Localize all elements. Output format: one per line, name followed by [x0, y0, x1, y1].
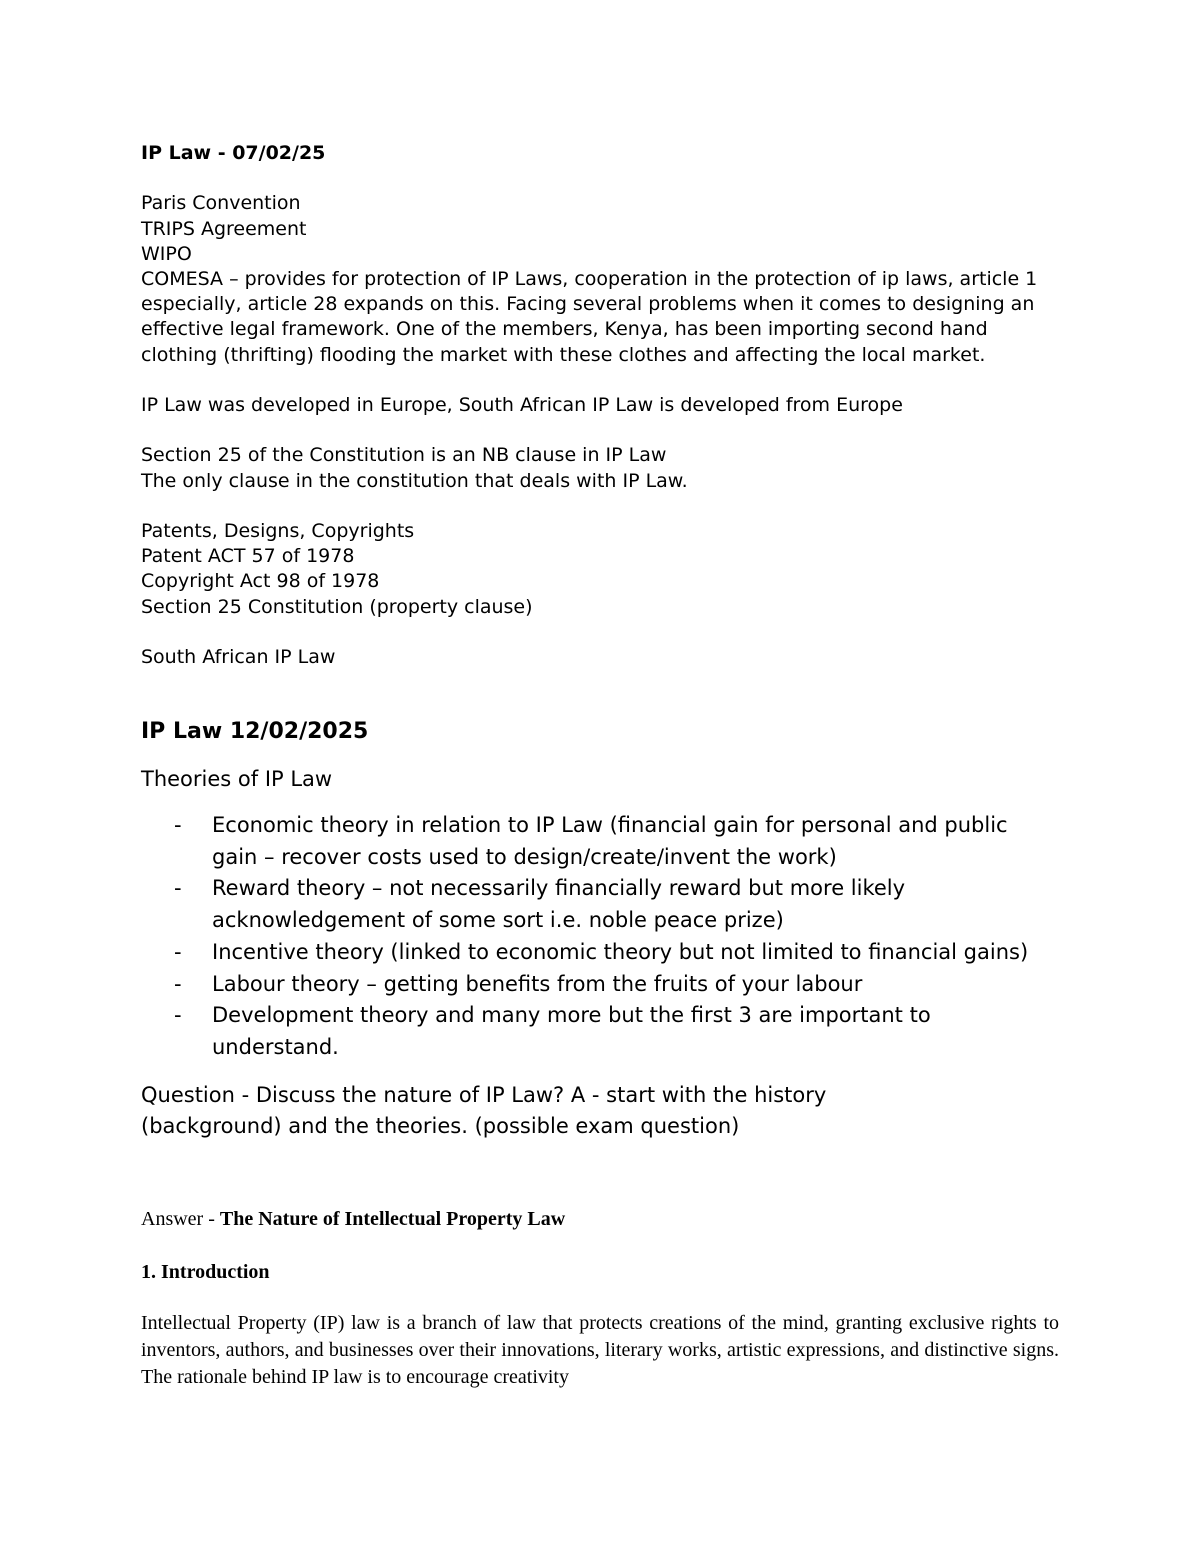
line-wipo: WIPO	[141, 242, 192, 265]
exam-question: Question - Discuss the nature of IP Law? A - start with the history (background) and the theories. (possible exam question)	[141, 1082, 827, 1139]
line-trips-agreement: TRIPS Agreement	[141, 217, 307, 240]
theories-list	[141, 810, 1061, 1064]
line-patents-designs: Patents, Designs, Copyrights	[141, 519, 415, 542]
bullet-dash: -	[174, 971, 182, 996]
theories-heading: Theories of IP Law	[141, 767, 333, 791]
section-12-02-2025	[141, 716, 1061, 1143]
bullet-dash: -	[174, 939, 182, 964]
answer-title: The Nature of Intellectual Property Law	[219, 1208, 566, 1230]
list-item	[141, 937, 1052, 969]
section-title-07-02-25: IP Law - 07/02/25	[141, 142, 326, 164]
line-copyright-act: Copyright Act 98 of 1978	[141, 570, 380, 593]
line-paris-convention: Paris Convention	[141, 192, 301, 215]
line-sa-ip-law: South African IP Law	[141, 645, 336, 668]
bullet-dash: -	[174, 876, 182, 901]
answer-heading	[141, 1203, 1061, 1235]
section-title-12-02-2025: IP Law 12/02/2025	[141, 719, 369, 744]
theory-economic: Economic theory in relation to IP Law (financial gain for personal and public gain – recover costs used to design/create/invent the work)	[212, 813, 1008, 869]
list-item	[141, 969, 1052, 1001]
section-07-02-25	[141, 141, 1061, 670]
answer-section	[141, 1203, 1061, 1391]
line-europe: IP Law was developed in Europe, South African IP Law is developed from Europe	[141, 394, 903, 416]
spacer	[141, 418, 1061, 443]
introduction-heading: 1. Introduction	[141, 1261, 270, 1283]
line-section25-nb: Section 25 of the Constitution is an NB clause in IP Law	[141, 444, 667, 467]
line-patent-act: Patent ACT 57 of 1978	[141, 545, 355, 568]
spacer	[141, 166, 1061, 191]
line-section25-only-clause: The only clause in the constitution that deals with IP Law.	[141, 469, 688, 492]
spacer	[141, 620, 1061, 645]
bullet-dash: -	[174, 813, 182, 837]
spacer	[141, 494, 1061, 519]
theory-labour: Labour theory – getting benefits from the fruits of your labour	[212, 971, 863, 996]
line-section25-constitution: Section 25 Constitution (property clause)	[141, 595, 533, 618]
paragraph-comesa: COMESA – provides for protection of IP Laws, cooperation in the protection of ip laws, article 1 especially, article 28 expands on this. Facing several problems when it comes to designing an effective legal framework. One of the members, Kenya, has been importing second hand clothing (thrifting) flooding the market with these clothes and affecting the local market.	[141, 268, 1038, 366]
list-item	[141, 810, 1052, 873]
list-item	[141, 873, 1052, 936]
answer-prefix: Answer -	[141, 1208, 220, 1230]
bullet-dash: -	[174, 1003, 182, 1028]
introduction-paragraph: Intellectual Property (IP) law is a branch of law that protects creations of the mind, granting exclusive rights to inventors, authors, and businesses over their innovations, literary works, artistic expressions, and distinctive signs. The rationale behind IP law is to encourage creativity	[141, 1312, 1059, 1388]
theory-development: Development theory and many more but the first 3 are important to understand.	[212, 1003, 931, 1059]
theory-incentive: Incentive theory (linked to economic theory but not limited to financial gains)	[212, 939, 1029, 964]
theory-reward: Reward theory – not necessarily financially reward but more likely acknowledgement of some sort i.e. noble peace prize)	[212, 876, 906, 933]
list-item	[141, 1000, 1052, 1063]
spacer	[141, 368, 1061, 393]
